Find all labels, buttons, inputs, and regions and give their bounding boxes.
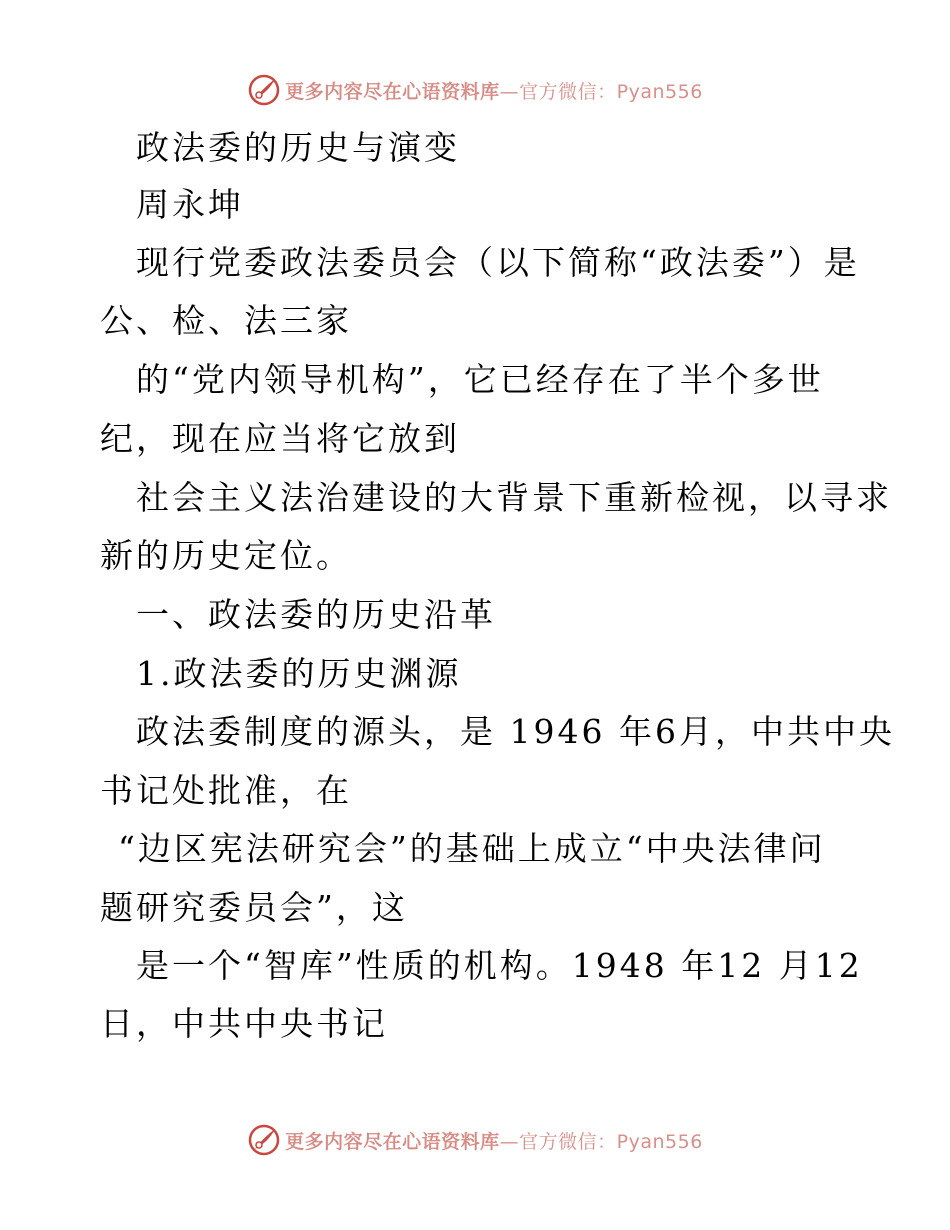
- body-line: 现行党委政法委员会（以下简称“政法委”）是: [136, 243, 860, 282]
- subsection-heading: 1.政法委的历史渊源: [136, 654, 462, 693]
- body-line: “边区宪法研究会”的基础上成立“中央法律问: [118, 829, 826, 868]
- watermark-wechat-text: —官方微信：Pyan556: [499, 80, 703, 103]
- watermark-bold-text: 更多内容尽在心语资料库: [285, 80, 500, 103]
- document-author: 周永坤: [136, 185, 244, 224]
- footer-watermark: [0, 1120, 950, 1160]
- section-heading: 一、政法委的历史沿革: [136, 595, 496, 634]
- watermark-text: [285, 77, 703, 104]
- body-line: 的“党内领导机构”，它已经存在了半个多世: [136, 360, 824, 399]
- watermark-text: [285, 1127, 703, 1154]
- header-watermark: [0, 70, 950, 110]
- quill-circle-logo-icon: [247, 1123, 281, 1157]
- body-line: 政法委制度的源头，是 1946 年6月，中共中央: [136, 712, 895, 751]
- watermark-wechat-text: —官方微信：Pyan556: [499, 1130, 703, 1153]
- document-title: 政法委的历史与演变: [136, 128, 460, 167]
- body-line: 新的历史定位。: [100, 536, 352, 575]
- body-line: 纪，现在应当将它放到: [100, 419, 460, 458]
- body-line: 题研究委员会”，这: [100, 888, 408, 927]
- quill-circle-logo-icon: [247, 73, 281, 107]
- body-line: 社会主义法治建设的大背景下重新检视，以寻求: [136, 478, 892, 517]
- watermark-bold-text: 更多内容尽在心语资料库: [285, 1130, 500, 1153]
- body-line: 书记处批准，在: [100, 771, 352, 810]
- body-line: 公、检、法三家: [100, 301, 352, 340]
- body-line: 是一个“智库”性质的机构。1948 年12 月12: [136, 946, 863, 985]
- body-line: 日，中共中央书记: [100, 1004, 388, 1043]
